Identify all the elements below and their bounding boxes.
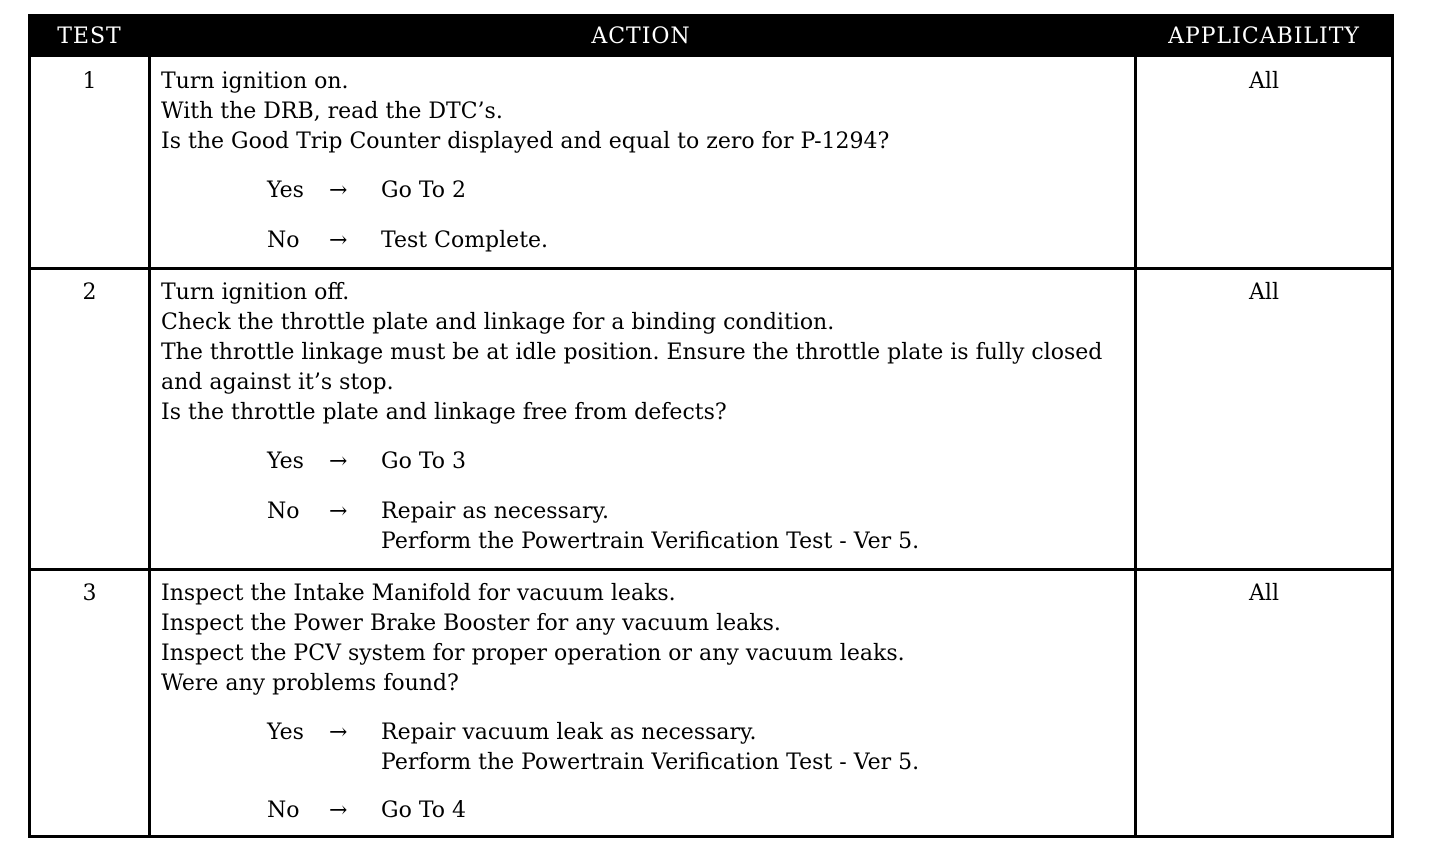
no-result: Perform the Powertrain Verification Test - Ver 5. <box>381 529 920 554</box>
right-arrow-icon: → <box>329 720 348 745</box>
yes-label: Yes <box>267 449 304 474</box>
no-result: Go To 4 <box>381 798 467 823</box>
action-line: and against it’s stop. <box>161 370 394 395</box>
action-line: The throttle linkage must be at idle position. Ensure the throttle plate is fully closed <box>161 340 1103 365</box>
action-line: Is the throttle plate and linkage free from defects? <box>161 400 727 425</box>
test-number: 2 <box>82 280 97 305</box>
yes-result: Perform the Powertrain Verification Test - Ver 5. <box>381 750 920 775</box>
yes-label: Yes <box>267 178 304 203</box>
applicability-value: All <box>1249 581 1279 606</box>
no-result: Test Complete. <box>381 228 549 253</box>
test-number: 1 <box>82 69 97 94</box>
right-arrow-icon: → <box>329 228 348 253</box>
yes-result: Go To 3 <box>381 449 467 474</box>
action-line: Turn ignition off. <box>161 280 350 305</box>
action-line: With the DRB, read the DTC’s. <box>161 99 503 124</box>
action-line: Inspect the PCV system for proper operation or any vacuum leaks. <box>161 641 905 666</box>
right-arrow-icon: → <box>329 499 348 524</box>
right-arrow-icon: → <box>329 178 348 203</box>
yes-result: Go To 2 <box>381 178 467 203</box>
test-number: 3 <box>82 581 97 606</box>
action-line: Is the Good Trip Counter displayed and equal to zero for P-1294? <box>161 129 890 154</box>
row-divider <box>31 267 1391 270</box>
applicability-value: All <box>1249 69 1279 94</box>
no-label: No <box>267 798 300 823</box>
no-result: Repair as necessary. <box>381 499 609 524</box>
action-line: Were any problems found? <box>161 671 459 696</box>
action-line: Check the throttle plate and linkage for a binding condition. <box>161 310 835 335</box>
column-divider <box>148 57 151 835</box>
action-line: Inspect the Power Brake Booster for any vacuum leaks. <box>161 611 781 636</box>
row-divider <box>31 568 1391 571</box>
yes-label: Yes <box>267 720 304 745</box>
column-divider <box>1134 57 1137 835</box>
applicability-value: All <box>1249 280 1279 305</box>
header-test: TEST <box>57 24 122 49</box>
table-header <box>31 17 1391 57</box>
header-applicability: APPLICABILITY <box>1168 24 1360 49</box>
action-line: Inspect the Intake Manifold for vacuum leaks. <box>161 581 676 606</box>
no-label: No <box>267 228 300 253</box>
yes-result: Repair vacuum leak as necessary. <box>381 720 757 745</box>
right-arrow-icon: → <box>329 798 348 823</box>
diagnostic-test-table <box>28 14 1394 838</box>
right-arrow-icon: → <box>329 449 348 474</box>
action-line: Turn ignition on. <box>161 69 349 94</box>
header-action: ACTION <box>591 24 691 49</box>
no-label: No <box>267 499 300 524</box>
